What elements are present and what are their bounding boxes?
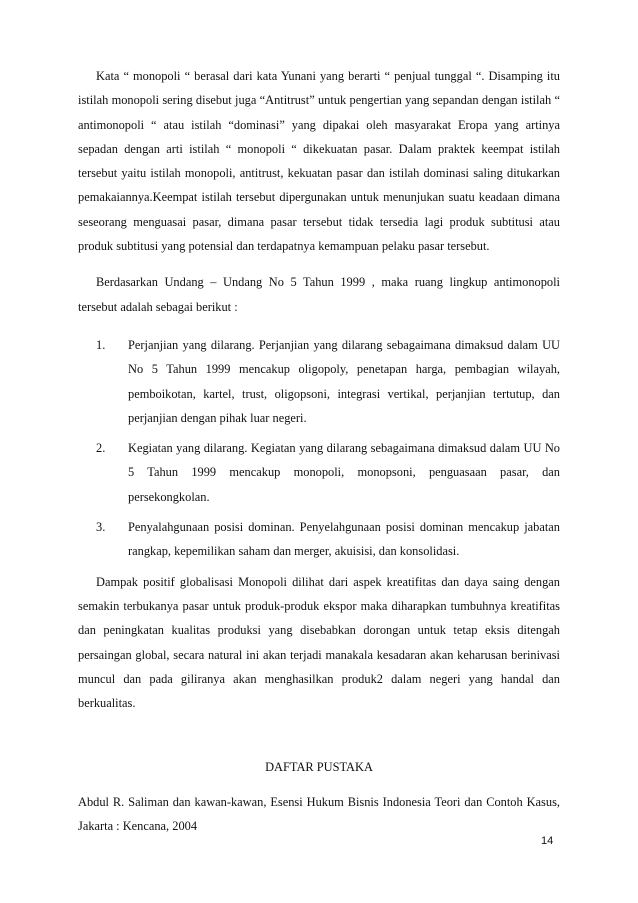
document-page <box>78 64 560 838</box>
list-item <box>78 515 560 564</box>
list-item-number: 3. <box>96 520 106 535</box>
list-item-text: Kegiatan yang dilarang. Kegiatan yang dilarang sebagaimana dimaksud dalam UU No 5 Tahun 1999 mencakup monopoli, monopsoni, penguasaan pasar, dan persekongkolan. <box>128 441 560 504</box>
list-item-number: 2. <box>96 441 106 456</box>
list-item <box>78 436 560 509</box>
references-heading: DAFTAR PUSTAKA <box>265 760 373 775</box>
scope-list <box>78 333 560 564</box>
paragraph-scope-intro: Berdasarkan Undang – Undang No 5 Tahun 1999 , maka ruang lingkup antimonopoli tersebut adalah sebagai berikut : <box>78 275 560 314</box>
paragraph-monopoli-definition: Kata “ monopoli “ berasal dari kata Yunani yang berarti “ penjual tunggal “. Disamping itu istilah monopoli sering disebut juga “Antitrust” untuk pengertian yang sepandan dengan istilah “ antimonopoli “ atau istilah “dominasi” yang dipakai oleh masyarakat Eropa yang artinya sepadan dengan arti istilah “ monopoli “ dikekuatan pasar. Dalam praktek keempat istilah tersebut yaitu istilah monopoli, antitrust, kekuatan pasar dan istilah dominasi saling ditukarkan pemakaiannya.Keempat istilah tersebut dipergunakan untuk menunjukan suatu keadaan dimana seseorang menguasai pasar, dimana pasar tersebut tidak tersedia lagi produk subtitusi atau produk subtitusi yang potensial dan terdapatnya kemampuan pelaku pasar tersebut. <box>78 69 560 254</box>
list-item-number: 1. <box>96 337 106 352</box>
list-item-text: Perjanjian yang dilarang. Perjanjian yang dilarang sebagaimana dimaksud dalam UU No 5 Tahun 1999 mencakup oligopoly, penetapan harga, pembagian wilayah, pemboikotan, kartel, trust, oligopsoni, integrasi vertikal, perjanjian tertutup, dan perjanjian dengan pihak luar negeri. <box>128 337 560 425</box>
paragraph-globalization-impact: Dampak positif globalisasi Monopoli dilihat dari aspek kreatifitas dan daya saing dengan semakin terbukanya pasar untuk produk-produk ekspor maka diharapkan tumbuhnya kreatifitas dan peningkatan kualitas produksi yang disebabkan dorongan untuk tetap eksis ditengah persaingan global, secara natural ini akan terjadi manakala kesadaran akan keharusan berinivasi muncul dan pada giliranya akan menghasilkan produk2 dalam negeri yang handal dan berkualitas. <box>78 574 560 711</box>
page-number: 14 <box>541 835 554 847</box>
list-item-text: Penyalahgunaan posisi dominan. Penyelahgunaan posisi dominan mencakup jabatan rangkap, kepemilikan saham dan merger, akuisisi, dan konsolidasi. <box>128 520 560 559</box>
list-item <box>78 333 560 430</box>
reference-entry: Abdul R. Saliman dan kawan-kawan, Esensi Hukum Bisnis Indonesia Teori dan Contoh Kasus, Jakarta : Kencana, 2004 <box>78 794 560 834</box>
